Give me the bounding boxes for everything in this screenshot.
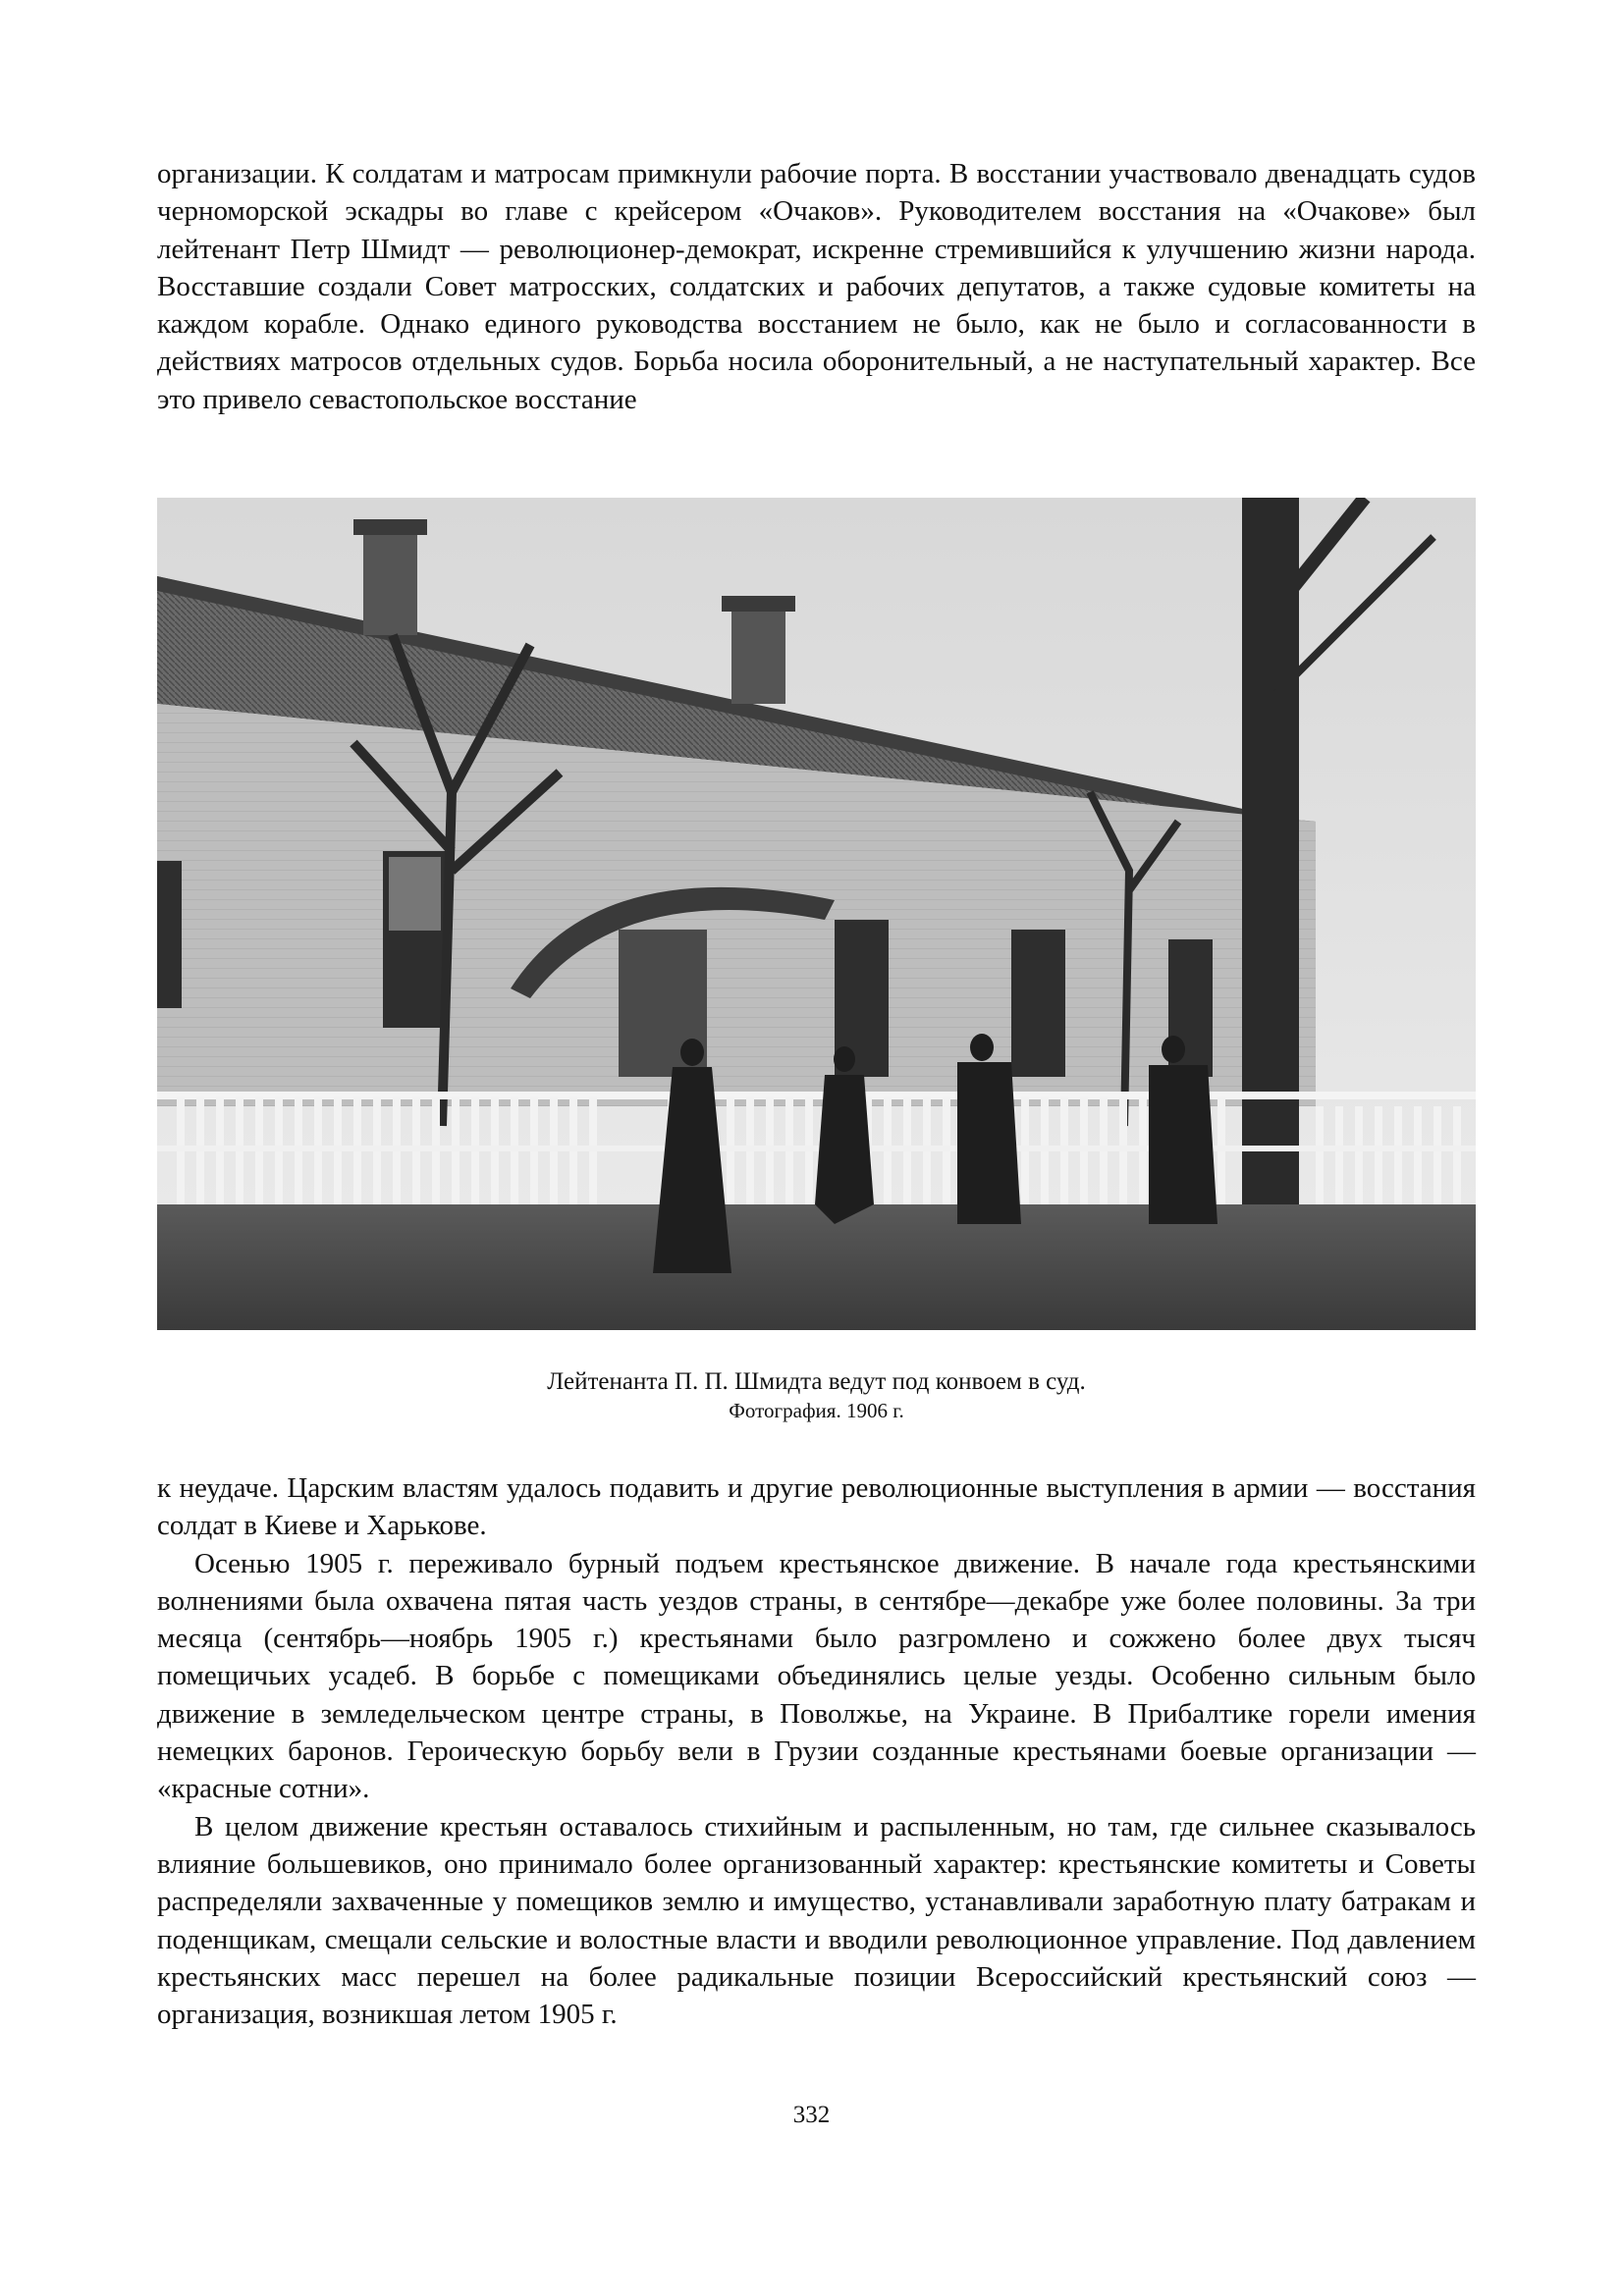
photograph-icon xyxy=(157,498,1476,1330)
photo-caption: Лейтенанта П. П. Шмидта ведут под конвоем в суд. xyxy=(547,1368,1086,1395)
paragraph: В целом движение крестьян оставалось стихийным и распыленным, но там, где сильнее сказывалось влияние большевиков, оно принимало более организованный характер: крестьянские комитеты и Советы распределяли захваченные у помещиков землю и имущество, устанавливали заработную плату батракам и поденщикам, смещали сельские и волостные власти и вводили революционное управление. Под давлением крестьянских масс перешел на более радикальные позиции Всероссийский крестьянский союз — организация, возникшая летом 1905 г. xyxy=(157,1810,1476,2031)
paragraph-continuation: организации. К солдатам и матросам примкнули рабочие порта. В восстании участвовало двенадцать судов черноморской эскадры во главе с крейсером «Очаков». Руководителем восстания на «Очакове» был лейтенант Петр Шмидт — революционер-демократ, искренне стремившийся к улучшению жизни народа. Восставшие создали Совет матросских, солдатских и рабочих депутатов, а также судовые комитеты на каждом корабле. Однако единого руководства восстанием не было, как не было и согласованности в действиях матросов отдельных судов. Борьба носила оборонительный, а не наступательный характер. Все это привело севастопольское восстание xyxy=(157,158,1476,415)
paragraph: к неудаче. Царским властям удалось подавить и другие революционные выступления в армии — восстания солдат в Киеве и Харькове. xyxy=(157,1472,1476,1542)
historical-photograph xyxy=(157,498,1476,1330)
page-number: 332 xyxy=(792,2102,831,2128)
paragraph: Осенью 1905 г. переживало бурный подъем крестьянское движение. В начале года крестьянскими волнениями была охвачена пятая часть уездов страны, в сентябре—декабре уже более половины. За три месяца (сентябрь—ноябрь 1905 г.) крестьянами было разгромлено и сожжено более двух тысяч помещичьих усадеб. В борьбе с помещиками объединялись целые уезды. Особенно сильным было движение в земледельческом центре страны, в Поволжье, на Украине. В Прибалтике горели имения немецких баронов. Героическую борьбу вели в Грузии созданные крестьянами боевые организации — «красные сотни». xyxy=(157,1547,1476,1805)
top-text-block xyxy=(157,155,1476,418)
photo-caption-date: Фотография. 1906 г. xyxy=(729,1399,904,1422)
bottom-text-block xyxy=(157,1469,1476,2033)
